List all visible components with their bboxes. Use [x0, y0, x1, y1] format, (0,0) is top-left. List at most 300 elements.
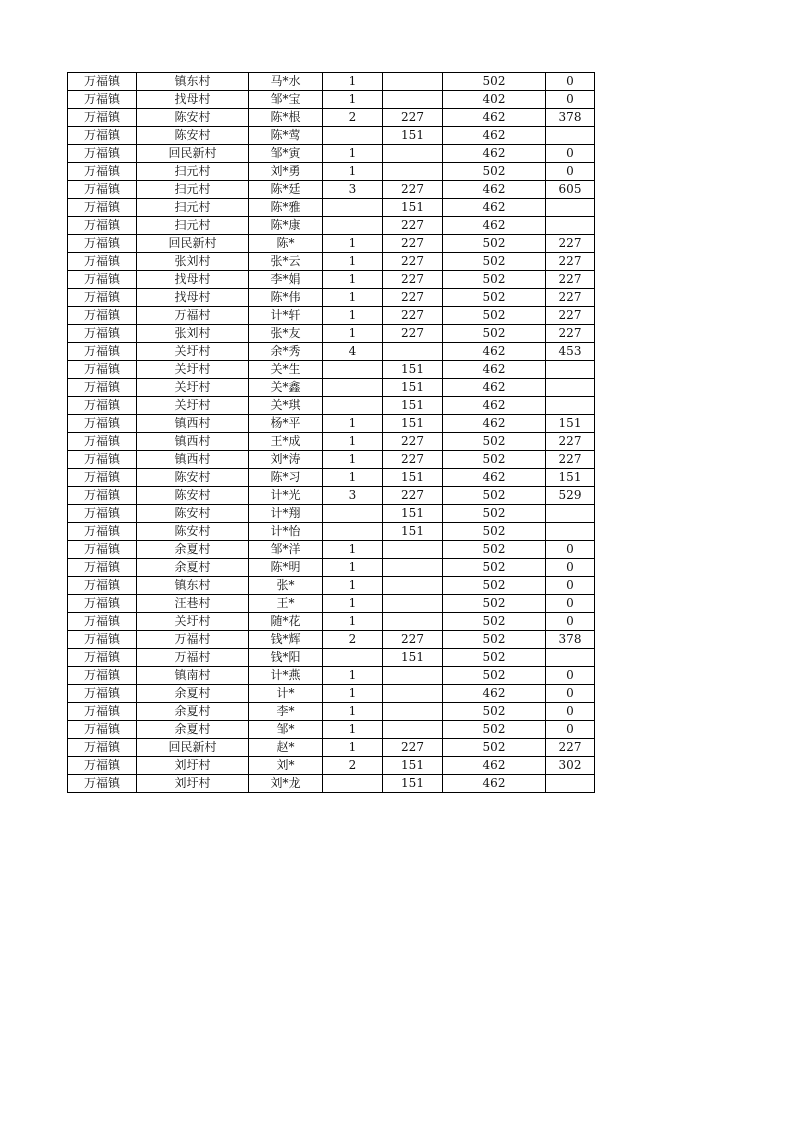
amount-b-cell: 402	[443, 91, 546, 109]
amount-a-cell: 151	[383, 397, 443, 415]
name-cell: 王*成	[249, 433, 323, 451]
amount-a-cell: 151	[383, 379, 443, 397]
total-cell: 378	[546, 109, 595, 127]
total-cell	[546, 649, 595, 667]
table-row	[68, 307, 595, 325]
table-row	[68, 451, 595, 469]
amount-a-cell	[383, 613, 443, 631]
name-cell: 计*轩	[249, 307, 323, 325]
table-row	[68, 379, 595, 397]
amount-b-cell: 502	[443, 523, 546, 541]
town-cell: 万福镇	[68, 271, 137, 289]
village-cell: 张刘村	[137, 253, 249, 271]
amount-b-cell: 502	[443, 505, 546, 523]
name-cell: 邹*寅	[249, 145, 323, 163]
count-cell: 3	[323, 181, 383, 199]
name-cell: 陈*	[249, 235, 323, 253]
village-cell: 镇西村	[137, 451, 249, 469]
town-cell: 万福镇	[68, 757, 137, 775]
total-cell: 378	[546, 631, 595, 649]
table-row	[68, 235, 595, 253]
name-cell: 钱*阳	[249, 649, 323, 667]
amount-a-cell	[383, 721, 443, 739]
count-cell: 1	[323, 289, 383, 307]
name-cell: 余*秀	[249, 343, 323, 361]
count-cell: 1	[323, 433, 383, 451]
amount-a-cell	[383, 703, 443, 721]
amount-a-cell	[383, 73, 443, 91]
town-cell: 万福镇	[68, 523, 137, 541]
count-cell: 1	[323, 739, 383, 757]
name-cell: 计*怡	[249, 523, 323, 541]
total-cell: 0	[546, 613, 595, 631]
name-cell: 钱*辉	[249, 631, 323, 649]
amount-b-cell: 462	[443, 181, 546, 199]
total-cell	[546, 523, 595, 541]
table-row	[68, 397, 595, 415]
amount-a-cell	[383, 559, 443, 577]
amount-b-cell: 502	[443, 613, 546, 631]
village-cell: 陈安村	[137, 523, 249, 541]
village-cell: 关圩村	[137, 361, 249, 379]
amount-b-cell: 462	[443, 379, 546, 397]
table-row	[68, 523, 595, 541]
table-row	[68, 343, 595, 361]
table-row	[68, 631, 595, 649]
village-cell: 关圩村	[137, 613, 249, 631]
amount-a-cell: 151	[383, 649, 443, 667]
town-cell: 万福镇	[68, 649, 137, 667]
name-cell: 关*鑫	[249, 379, 323, 397]
name-cell: 张*友	[249, 325, 323, 343]
amount-b-cell: 462	[443, 415, 546, 433]
town-cell: 万福镇	[68, 595, 137, 613]
name-cell: 张*	[249, 577, 323, 595]
total-cell	[546, 775, 595, 793]
table-row	[68, 73, 595, 91]
count-cell: 1	[323, 721, 383, 739]
table-row	[68, 667, 595, 685]
count-cell: 1	[323, 541, 383, 559]
table-row	[68, 649, 595, 667]
name-cell: 邹*宝	[249, 91, 323, 109]
village-cell: 刘圩村	[137, 775, 249, 793]
amount-b-cell: 502	[443, 577, 546, 595]
name-cell: 张*云	[249, 253, 323, 271]
village-cell: 陈安村	[137, 487, 249, 505]
amount-b-cell: 462	[443, 757, 546, 775]
amount-a-cell	[383, 577, 443, 595]
name-cell: 马*水	[249, 73, 323, 91]
name-cell: 计*翔	[249, 505, 323, 523]
table-row	[68, 505, 595, 523]
total-cell: 227	[546, 235, 595, 253]
village-cell: 镇西村	[137, 415, 249, 433]
amount-a-cell	[383, 163, 443, 181]
amount-b-cell: 502	[443, 271, 546, 289]
total-cell: 0	[546, 91, 595, 109]
town-cell: 万福镇	[68, 361, 137, 379]
total-cell: 453	[546, 343, 595, 361]
total-cell: 227	[546, 253, 595, 271]
amount-b-cell: 462	[443, 361, 546, 379]
name-cell: 陈*雅	[249, 199, 323, 217]
village-cell: 陈安村	[137, 505, 249, 523]
amount-b-cell: 462	[443, 199, 546, 217]
amount-b-cell: 502	[443, 667, 546, 685]
total-cell: 0	[546, 73, 595, 91]
total-cell: 227	[546, 451, 595, 469]
village-cell: 余夏村	[137, 685, 249, 703]
amount-b-cell: 462	[443, 469, 546, 487]
town-cell: 万福镇	[68, 325, 137, 343]
total-cell: 0	[546, 541, 595, 559]
count-cell	[323, 775, 383, 793]
total-cell: 529	[546, 487, 595, 505]
total-cell: 227	[546, 289, 595, 307]
count-cell: 1	[323, 163, 383, 181]
town-cell: 万福镇	[68, 343, 137, 361]
village-cell: 余夏村	[137, 541, 249, 559]
town-cell: 万福镇	[68, 217, 137, 235]
amount-a-cell: 227	[383, 739, 443, 757]
amount-b-cell: 502	[443, 163, 546, 181]
amount-a-cell: 151	[383, 127, 443, 145]
village-cell: 余夏村	[137, 703, 249, 721]
town-cell: 万福镇	[68, 397, 137, 415]
village-cell: 陈安村	[137, 127, 249, 145]
count-cell: 1	[323, 325, 383, 343]
table-row	[68, 199, 595, 217]
spreadsheet-table	[67, 72, 595, 793]
town-cell: 万福镇	[68, 469, 137, 487]
count-cell: 1	[323, 559, 383, 577]
town-cell: 万福镇	[68, 559, 137, 577]
village-cell: 扫元村	[137, 217, 249, 235]
table-row	[68, 181, 595, 199]
town-cell: 万福镇	[68, 703, 137, 721]
amount-a-cell: 227	[383, 235, 443, 253]
amount-a-cell	[383, 541, 443, 559]
amount-a-cell: 151	[383, 775, 443, 793]
count-cell: 1	[323, 145, 383, 163]
amount-b-cell: 502	[443, 73, 546, 91]
amount-a-cell	[383, 343, 443, 361]
amount-a-cell: 151	[383, 199, 443, 217]
total-cell: 0	[546, 721, 595, 739]
total-cell: 227	[546, 307, 595, 325]
count-cell	[323, 379, 383, 397]
total-cell: 151	[546, 415, 595, 433]
name-cell: 计*	[249, 685, 323, 703]
table-row	[68, 595, 595, 613]
town-cell: 万福镇	[68, 127, 137, 145]
name-cell: 计*光	[249, 487, 323, 505]
count-cell: 2	[323, 631, 383, 649]
village-cell: 回民新村	[137, 145, 249, 163]
count-cell: 1	[323, 415, 383, 433]
amount-b-cell: 462	[443, 343, 546, 361]
count-cell	[323, 523, 383, 541]
amount-a-cell: 151	[383, 757, 443, 775]
village-cell: 万福村	[137, 307, 249, 325]
amount-a-cell	[383, 595, 443, 613]
name-cell: 刘*龙	[249, 775, 323, 793]
town-cell: 万福镇	[68, 721, 137, 739]
table-row	[68, 361, 595, 379]
village-cell: 扫元村	[137, 199, 249, 217]
town-cell: 万福镇	[68, 739, 137, 757]
amount-a-cell: 227	[383, 433, 443, 451]
table-body	[68, 73, 595, 793]
count-cell: 1	[323, 73, 383, 91]
total-cell: 151	[546, 469, 595, 487]
count-cell	[323, 361, 383, 379]
amount-b-cell: 462	[443, 109, 546, 127]
count-cell	[323, 397, 383, 415]
amount-a-cell	[383, 685, 443, 703]
name-cell: 李*	[249, 703, 323, 721]
name-cell: 刘*涛	[249, 451, 323, 469]
amount-a-cell: 151	[383, 505, 443, 523]
amount-a-cell	[383, 667, 443, 685]
amount-a-cell: 227	[383, 307, 443, 325]
village-cell: 余夏村	[137, 559, 249, 577]
village-cell: 余夏村	[137, 721, 249, 739]
amount-a-cell: 227	[383, 271, 443, 289]
amount-a-cell: 227	[383, 325, 443, 343]
town-cell: 万福镇	[68, 415, 137, 433]
total-cell	[546, 217, 595, 235]
name-cell: 计*燕	[249, 667, 323, 685]
name-cell: 杨*平	[249, 415, 323, 433]
amount-a-cell: 151	[383, 415, 443, 433]
name-cell: 关*琪	[249, 397, 323, 415]
name-cell: 陈*莺	[249, 127, 323, 145]
count-cell: 3	[323, 487, 383, 505]
amount-a-cell	[383, 145, 443, 163]
amount-b-cell: 502	[443, 451, 546, 469]
total-cell	[546, 361, 595, 379]
table-row	[68, 325, 595, 343]
town-cell: 万福镇	[68, 577, 137, 595]
town-cell: 万福镇	[68, 235, 137, 253]
count-cell: 1	[323, 577, 383, 595]
village-cell: 镇东村	[137, 577, 249, 595]
count-cell: 2	[323, 757, 383, 775]
amount-b-cell: 502	[443, 559, 546, 577]
count-cell	[323, 127, 383, 145]
amount-a-cell: 227	[383, 181, 443, 199]
village-cell: 扫元村	[137, 181, 249, 199]
table-row	[68, 109, 595, 127]
town-cell: 万福镇	[68, 163, 137, 181]
count-cell: 1	[323, 613, 383, 631]
village-cell: 扫元村	[137, 163, 249, 181]
table-row	[68, 253, 595, 271]
table-row	[68, 415, 595, 433]
town-cell: 万福镇	[68, 73, 137, 91]
total-cell: 227	[546, 739, 595, 757]
total-cell: 0	[546, 145, 595, 163]
count-cell: 1	[323, 685, 383, 703]
total-cell: 227	[546, 325, 595, 343]
table-row	[68, 685, 595, 703]
total-cell	[546, 505, 595, 523]
total-cell	[546, 127, 595, 145]
count-cell: 4	[323, 343, 383, 361]
count-cell	[323, 199, 383, 217]
total-cell	[546, 379, 595, 397]
town-cell: 万福镇	[68, 505, 137, 523]
town-cell: 万福镇	[68, 541, 137, 559]
total-cell	[546, 199, 595, 217]
total-cell: 0	[546, 667, 595, 685]
name-cell: 陈*康	[249, 217, 323, 235]
amount-a-cell: 227	[383, 451, 443, 469]
table-row	[68, 91, 595, 109]
village-cell: 镇南村	[137, 667, 249, 685]
count-cell	[323, 217, 383, 235]
town-cell: 万福镇	[68, 631, 137, 649]
table-row	[68, 613, 595, 631]
amount-a-cell: 227	[383, 109, 443, 127]
town-cell: 万福镇	[68, 613, 137, 631]
town-cell: 万福镇	[68, 253, 137, 271]
town-cell: 万福镇	[68, 775, 137, 793]
name-cell: 邹*洋	[249, 541, 323, 559]
town-cell: 万福镇	[68, 667, 137, 685]
table-row	[68, 739, 595, 757]
total-cell: 0	[546, 559, 595, 577]
village-cell: 关圩村	[137, 343, 249, 361]
count-cell: 1	[323, 271, 383, 289]
amount-b-cell: 462	[443, 145, 546, 163]
amount-a-cell: 227	[383, 253, 443, 271]
village-cell: 找母村	[137, 271, 249, 289]
amount-b-cell: 502	[443, 631, 546, 649]
name-cell: 赵*	[249, 739, 323, 757]
amount-a-cell: 151	[383, 469, 443, 487]
village-cell: 万福村	[137, 649, 249, 667]
village-cell: 刘圩村	[137, 757, 249, 775]
town-cell: 万福镇	[68, 91, 137, 109]
total-cell: 0	[546, 685, 595, 703]
amount-a-cell: 227	[383, 217, 443, 235]
name-cell: 陈*习	[249, 469, 323, 487]
count-cell: 1	[323, 595, 383, 613]
count-cell: 1	[323, 703, 383, 721]
town-cell: 万福镇	[68, 289, 137, 307]
amount-b-cell: 502	[443, 721, 546, 739]
amount-b-cell: 462	[443, 775, 546, 793]
amount-b-cell: 502	[443, 433, 546, 451]
count-cell: 2	[323, 109, 383, 127]
count-cell: 1	[323, 667, 383, 685]
count-cell	[323, 505, 383, 523]
name-cell: 刘*	[249, 757, 323, 775]
total-cell: 0	[546, 703, 595, 721]
total-cell: 0	[546, 595, 595, 613]
total-cell	[546, 397, 595, 415]
total-cell: 227	[546, 271, 595, 289]
table-row	[68, 469, 595, 487]
amount-a-cell: 151	[383, 361, 443, 379]
count-cell: 1	[323, 91, 383, 109]
amount-b-cell: 502	[443, 289, 546, 307]
total-cell: 302	[546, 757, 595, 775]
village-cell: 镇西村	[137, 433, 249, 451]
table-row	[68, 775, 595, 793]
count-cell: 1	[323, 235, 383, 253]
town-cell: 万福镇	[68, 109, 137, 127]
village-cell: 找母村	[137, 289, 249, 307]
name-cell: 关*生	[249, 361, 323, 379]
village-cell: 陈安村	[137, 109, 249, 127]
amount-b-cell: 502	[443, 541, 546, 559]
town-cell: 万福镇	[68, 487, 137, 505]
count-cell: 1	[323, 307, 383, 325]
amount-b-cell: 462	[443, 397, 546, 415]
amount-a-cell	[383, 91, 443, 109]
amount-b-cell: 502	[443, 307, 546, 325]
amount-b-cell: 502	[443, 703, 546, 721]
town-cell: 万福镇	[68, 145, 137, 163]
amount-b-cell: 502	[443, 325, 546, 343]
amount-b-cell: 502	[443, 739, 546, 757]
name-cell: 随*花	[249, 613, 323, 631]
name-cell: 陈*根	[249, 109, 323, 127]
town-cell: 万福镇	[68, 379, 137, 397]
table-row	[68, 127, 595, 145]
table-row	[68, 757, 595, 775]
village-cell: 万福村	[137, 631, 249, 649]
amount-b-cell: 502	[443, 253, 546, 271]
table-row	[68, 559, 595, 577]
village-cell: 汪巷村	[137, 595, 249, 613]
amount-b-cell: 502	[443, 235, 546, 253]
table-row	[68, 163, 595, 181]
village-cell: 陈安村	[137, 469, 249, 487]
count-cell	[323, 649, 383, 667]
amount-b-cell: 462	[443, 127, 546, 145]
table-row	[68, 145, 595, 163]
village-cell: 找母村	[137, 91, 249, 109]
count-cell: 1	[323, 253, 383, 271]
town-cell: 万福镇	[68, 685, 137, 703]
amount-b-cell: 502	[443, 595, 546, 613]
total-cell: 0	[546, 163, 595, 181]
town-cell: 万福镇	[68, 433, 137, 451]
name-cell: 王*	[249, 595, 323, 613]
amount-a-cell: 227	[383, 487, 443, 505]
village-cell: 回民新村	[137, 739, 249, 757]
village-cell: 关圩村	[137, 397, 249, 415]
name-cell: 陈*廷	[249, 181, 323, 199]
count-cell: 1	[323, 469, 383, 487]
table-row	[68, 721, 595, 739]
total-cell: 605	[546, 181, 595, 199]
amount-b-cell: 502	[443, 649, 546, 667]
amount-b-cell: 502	[443, 487, 546, 505]
name-cell: 李*娟	[249, 271, 323, 289]
town-cell: 万福镇	[68, 199, 137, 217]
village-cell: 镇东村	[137, 73, 249, 91]
table-row	[68, 217, 595, 235]
name-cell: 陈*伟	[249, 289, 323, 307]
town-cell: 万福镇	[68, 181, 137, 199]
town-cell: 万福镇	[68, 451, 137, 469]
